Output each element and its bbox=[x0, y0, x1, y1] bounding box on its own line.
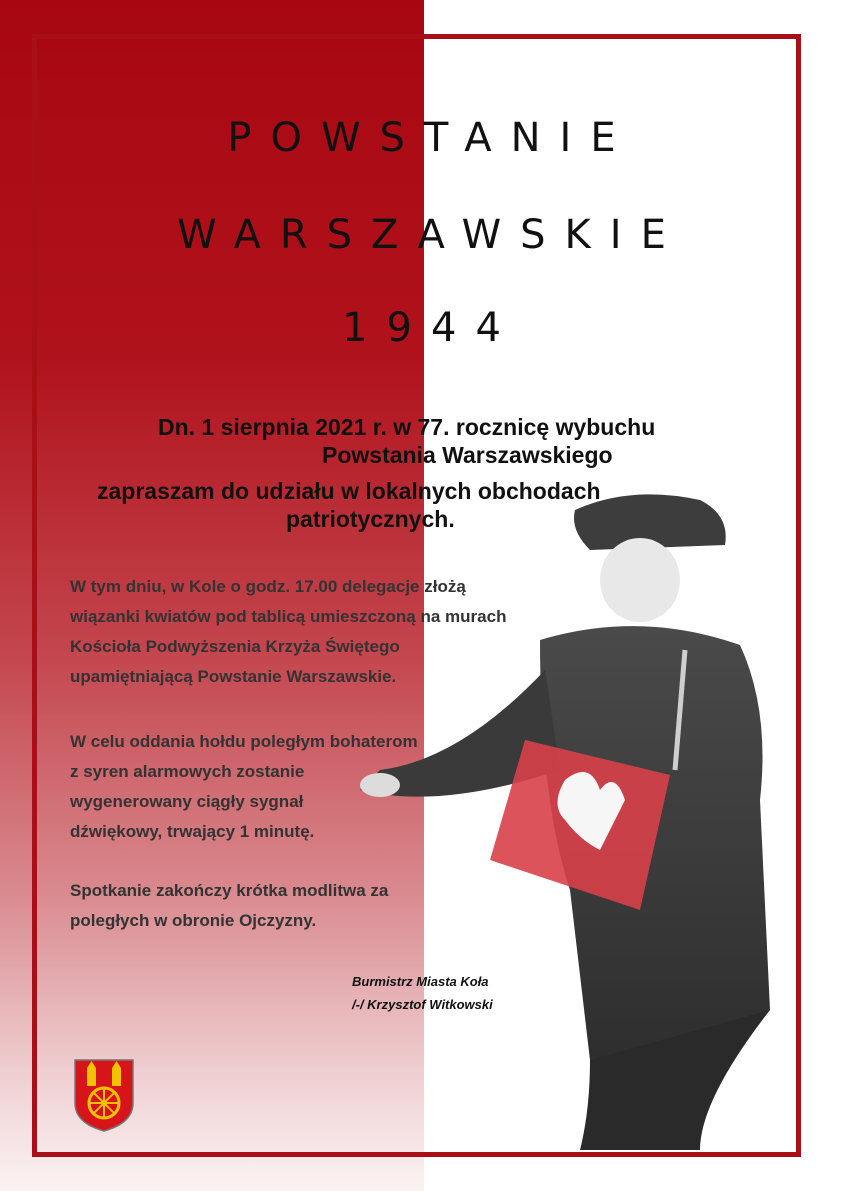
paragraph-line: dźwiękowy, trwający 1 minutę. bbox=[70, 822, 315, 841]
signature-title: Burmistrz Miasta Koła bbox=[352, 974, 489, 989]
kolo-coat-of-arms-icon bbox=[73, 1058, 135, 1133]
paragraph-sirens bbox=[70, 727, 418, 847]
paragraph-line: W celu oddania hołdu poległym bohaterom bbox=[70, 732, 418, 751]
paragraph-line: W tym dniu, w Kole o godz. 17.00 delegacje złożą bbox=[70, 577, 466, 596]
title-line-2: WARSZAWSKIE bbox=[177, 212, 685, 258]
signature-name: /-/ Krzysztof Witkowski bbox=[352, 997, 493, 1012]
paragraph-line: upamiętniającą Powstanie Warszawskie. bbox=[70, 667, 397, 686]
paragraph-line: poległych w obronie Ojczyzny. bbox=[70, 911, 317, 930]
paragraph-prayer bbox=[70, 876, 388, 936]
lead-line-4: patriotycznych. bbox=[286, 506, 455, 532]
title-line-1: POWSTANIE bbox=[227, 115, 635, 161]
paragraph-line: Spotkanie zakończy krótka modlitwa za bbox=[70, 881, 389, 900]
lead-line-2: Powstania Warszawskiego bbox=[322, 442, 613, 468]
lead-line-1: Dn. 1 sierpnia 2021 r. w 77. rocznicę wybuchu bbox=[158, 414, 656, 440]
paragraph-line: Kościoła Podwyższenia Krzyża Świętego bbox=[70, 637, 400, 656]
paragraph-line: wygenerowany ciągły sygnał bbox=[70, 792, 304, 811]
lead-line-3: zapraszam do udziału w lokalnych obchodach bbox=[97, 478, 601, 504]
paragraph-line: z syren alarmowych zostanie bbox=[70, 762, 305, 781]
signature bbox=[352, 970, 493, 1016]
paragraph-ceremony bbox=[70, 572, 506, 692]
paragraph-line: wiązanki kwiatów pod tablicą umieszczoną na murach bbox=[70, 607, 507, 626]
title-line-3: 1944 bbox=[342, 305, 520, 351]
